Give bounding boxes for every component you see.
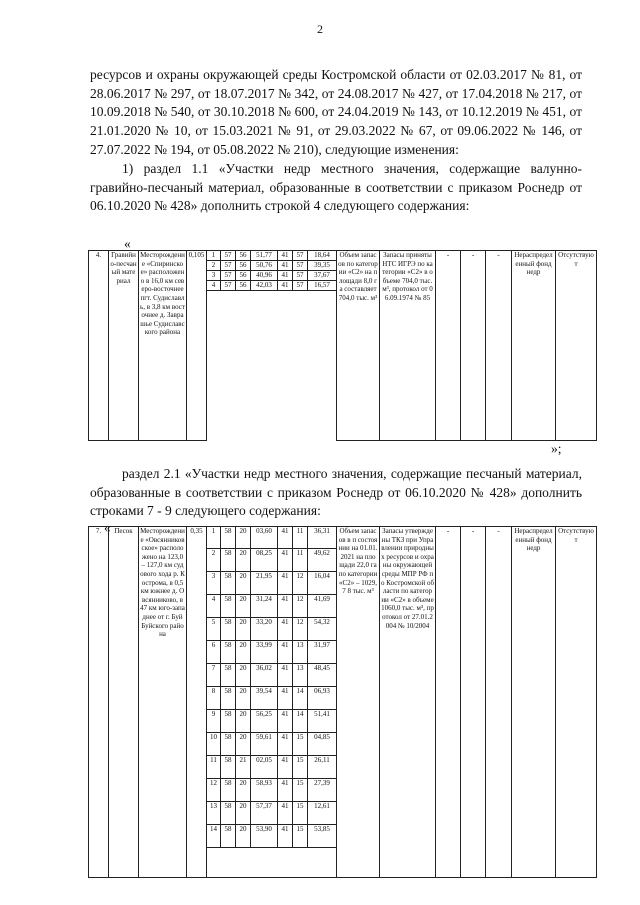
point-number: 12 [207,779,221,802]
point-number: 6 [207,641,221,664]
lat-minutes: 20 [236,802,251,825]
lat-seconds: 36,02 [251,664,278,687]
lat-degrees: 58 [221,779,236,802]
lat-degrees: 58 [221,618,236,641]
lon-seconds: 06,93 [308,687,337,710]
lat-minutes: 20 [236,527,251,549]
lon-seconds: 51,41 [308,710,337,733]
coords-blank [207,291,337,441]
point-number: 2 [207,549,221,572]
lat-minutes: 20 [236,687,251,710]
deposit-location: Месторождение «Спиринское» расположено в 16,0 км северо-восточнее пгт. Судиславль, в 3,8 км восточнее д. Заврашье Судиславского района [139,251,187,441]
lon-degrees: 41 [278,271,293,281]
lat-minutes: 56 [236,261,251,271]
lat-degrees: 57 [221,251,236,261]
lat-minutes: 20 [236,549,251,572]
lat-degrees: 57 [221,281,236,291]
lon-degrees: 41 [278,281,293,291]
reserves-approval: Запасы приняты НТС ИГРЭ по категории «С2» в объеме 704,0 тыс. м³, протокол от 06.09.1974 № 85 [380,251,436,441]
lon-seconds: 36,31 [308,527,337,549]
lon-minutes: 57 [293,271,308,281]
lon-minutes: 15 [293,756,308,779]
lat-degrees: 58 [221,687,236,710]
lon-degrees: 41 [278,825,293,848]
point-number: 10 [207,733,221,756]
point-number: 3 [207,271,221,281]
row-number: 7. [89,527,109,878]
lon-degrees: 41 [278,251,293,261]
subsoil-fund: Нераспределенный фонд недр [512,251,556,441]
lon-seconds: 12,61 [308,802,337,825]
lat-seconds: 08,25 [251,549,278,572]
resources-volume: Объем запасов по категории «С2» на площади 8,0 га составляет 704,0 тыс. м³ [337,251,380,441]
lat-minutes: 20 [236,710,251,733]
lat-degrees: 58 [221,572,236,595]
area-km2: 0,35 [187,527,207,878]
lon-minutes: 57 [293,281,308,291]
lat-minutes: 20 [236,618,251,641]
lon-seconds: 16,04 [308,572,337,595]
lat-degrees: 58 [221,802,236,825]
lon-degrees: 41 [278,802,293,825]
lat-seconds: 51,77 [251,251,278,261]
lon-minutes: 12 [293,618,308,641]
point-number: 4 [207,281,221,291]
dash-cell: - [436,251,461,441]
lat-degrees: 58 [221,825,236,848]
lat-seconds: 33,20 [251,618,278,641]
dash-cell: - [436,527,461,878]
lon-minutes: 15 [293,733,308,756]
lon-seconds: 53,85 [308,825,337,848]
lat-degrees: 58 [221,641,236,664]
point-number: 11 [207,756,221,779]
lon-minutes: 15 [293,779,308,802]
lon-degrees: 41 [278,549,293,572]
lon-degrees: 41 [278,261,293,271]
lat-degrees: 58 [221,733,236,756]
quote-open-2: « [104,520,111,535]
lat-minutes: 56 [236,271,251,281]
mineral-type: Гравийно-песчаный материал [109,251,139,441]
lon-minutes: 12 [293,572,308,595]
lon-degrees: 41 [278,687,293,710]
licenses-absent: Отсутствуют [556,527,597,878]
lat-seconds: 59,61 [251,733,278,756]
lat-minutes: 20 [236,664,251,687]
reserves-approval: Запасы утверждены ТКЗ при Управлении природных ресурсов и охраны окружающей среды МПР РФ по Костромской области по категории «С2» в объеме 1060,0 тыс. м³, протокол от 27.01.2004 № 10/2004 [380,527,436,878]
lon-degrees: 41 [278,618,293,641]
lon-seconds: 16,57 [308,281,337,291]
lon-degrees: 41 [278,733,293,756]
dash-cell: - [461,251,486,441]
lat-degrees: 57 [221,261,236,271]
lat-minutes: 20 [236,641,251,664]
page-number: 2 [317,22,323,36]
lat-seconds: 58,93 [251,779,278,802]
lon-degrees: 41 [278,595,293,618]
lon-minutes: 13 [293,664,308,687]
lat-degrees: 58 [221,549,236,572]
coords-blank [207,848,337,878]
table-section-1-1 [88,250,597,441]
paragraph-section-1-1: 1) раздел 1.1 «Участки недр местного значения, содержащие валунно-гравийно-песчаный материал, образованные в соответствии с приказом Роснедр от 06.10.2020 № 428» дополнить строкой 4 следующего содержания: [90,161,582,214]
lat-minutes: 56 [236,251,251,261]
lon-minutes: 11 [293,527,308,549]
lon-minutes: 14 [293,687,308,710]
lat-degrees: 58 [221,527,236,549]
quote-open-1: « [124,236,131,251]
paragraph-amendments-list: ресурсов и охраны окружающей среды Костромской области от 02.03.2017 № 81, от 28.06.2017 № 297, от 18.07.2017 № 342, от 24.08.2017 № 427, от 17.04.2018 № 217, от 10.09.2018 № 540, от 30.10.2018 № 600, от 24.04.2019 № 143, от 10.12.2019 № 451, от 21.01.2020 № 10, от 15.03.2021 № 91, от 29.03.2022 № 67, от 09.06.2022 № 146, от 27.07.2022 № 194, от 05.08.2022 № 210), следующие изменения: [90,67,582,157]
lat-seconds: 50,76 [251,261,278,271]
dash-cell: - [461,527,486,878]
lat-seconds: 02,05 [251,756,278,779]
lon-seconds: 54,32 [308,618,337,641]
lat-minutes: 20 [236,595,251,618]
lat-minutes: 20 [236,825,251,848]
table-section-2-1 [88,526,597,878]
lon-minutes: 15 [293,825,308,848]
lat-seconds: 39,54 [251,687,278,710]
lon-seconds: 49,62 [308,549,337,572]
lat-seconds: 53,90 [251,825,278,848]
resources-volume: Объем запасов в п состоянии на 01.01. 2021 на площади 22,0 га по категории «С2» – 1029,7 8 тыс. м³ [337,527,380,878]
lon-seconds: 37,67 [308,271,337,281]
lon-minutes: 13 [293,641,308,664]
area-km2: 0,105 [187,251,207,441]
lat-seconds: 33,99 [251,641,278,664]
point-number: 1 [207,251,221,261]
lon-degrees: 41 [278,527,293,549]
mineral-type: Песок [109,527,139,878]
lon-seconds: 26,11 [308,756,337,779]
dash-cell: - [486,527,512,878]
lat-degrees: 58 [221,710,236,733]
point-number: 5 [207,618,221,641]
point-number: 13 [207,802,221,825]
lon-degrees: 41 [278,641,293,664]
lat-degrees: 57 [221,271,236,281]
paragraph-section-2-1: раздел 2.1 «Участки недр местного значения, содержащие песчаный материал, образованные в соответствии с приказом Роснедр от 06.10.2020 № 428» дополнить строками 7 - 9 следующего содержания: [90,466,582,519]
lat-minutes: 21 [236,756,251,779]
lat-minutes: 20 [236,572,251,595]
lon-degrees: 41 [278,710,293,733]
subsoil-fund: Нераспределенный фонд недр [512,527,556,878]
point-number: 14 [207,825,221,848]
lon-minutes: 15 [293,802,308,825]
lat-degrees: 58 [221,595,236,618]
lon-degrees: 41 [278,572,293,595]
lat-seconds: 56,25 [251,710,278,733]
lon-minutes: 14 [293,710,308,733]
lon-minutes: 57 [293,261,308,271]
point-number: 4 [207,595,221,618]
lon-seconds: 48,45 [308,664,337,687]
lat-seconds: 40,96 [251,271,278,281]
lat-minutes: 20 [236,779,251,802]
quote-close-1: »; [551,441,562,456]
lat-seconds: 57,37 [251,802,278,825]
lon-minutes: 12 [293,595,308,618]
point-number: 3 [207,572,221,595]
deposit-location: Месторождение «Овсянниковское» расположено на 123,0 – 127,0 км судового хода р. Кострома, в 0,5 км южнее д. Овсянниково, в 47 км юго-западнее от г. Буй Буйского района [139,527,187,878]
lon-minutes: 57 [293,251,308,261]
lat-degrees: 58 [221,664,236,687]
lat-degrees: 58 [221,756,236,779]
lon-degrees: 41 [278,779,293,802]
point-number: 9 [207,710,221,733]
lat-seconds: 42,03 [251,281,278,291]
lat-seconds: 31,24 [251,595,278,618]
point-number: 7 [207,664,221,687]
lon-seconds: 41,69 [308,595,337,618]
point-number: 8 [207,687,221,710]
lon-seconds: 27,39 [308,779,337,802]
lon-seconds: 18,64 [308,251,337,261]
lon-degrees: 41 [278,756,293,779]
lon-minutes: 11 [293,549,308,572]
lon-degrees: 41 [278,664,293,687]
lat-seconds: 03,60 [251,527,278,549]
lat-minutes: 56 [236,281,251,291]
lat-seconds: 21,95 [251,572,278,595]
licenses-absent: Отсутствуют [556,251,597,441]
lon-seconds: 39,35 [308,261,337,271]
lon-seconds: 31,97 [308,641,337,664]
row-number: 4. [89,251,109,441]
lon-seconds: 04,85 [308,733,337,756]
lat-minutes: 20 [236,733,251,756]
dash-cell: - [486,251,512,441]
point-number: 2 [207,261,221,271]
point-number: 1 [207,527,221,549]
